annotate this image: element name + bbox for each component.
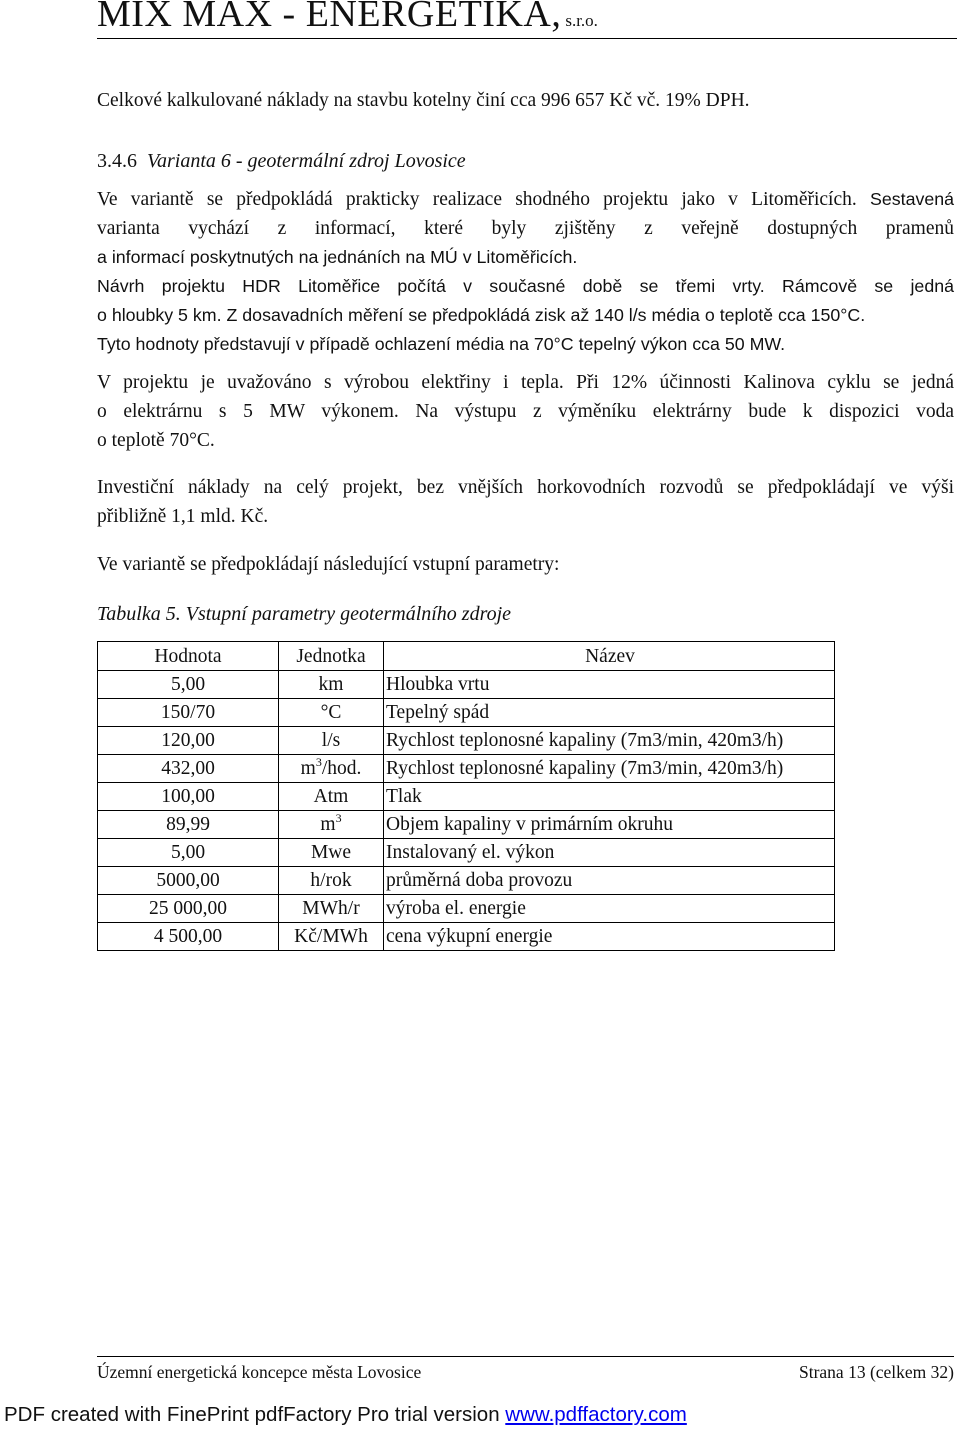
table-header-row	[98, 642, 835, 671]
cell-unit	[279, 895, 384, 923]
paragraph-line	[97, 272, 954, 301]
unit-text: l/s	[321, 730, 341, 751]
cell-unit	[279, 867, 384, 895]
cell-name: Objem kapaliny v primárním okruhu	[384, 811, 835, 839]
table-row	[98, 895, 835, 923]
paragraph-line: a informací poskytnutých na jednáních na MÚ v Litoměřicích.	[97, 247, 578, 267]
cell-unit	[279, 783, 384, 811]
cell-unit	[279, 839, 384, 867]
text-span: Rámcově se jedná	[782, 276, 954, 296]
section-title: Varianta 6 - geotermální zdroj Lovosice	[147, 150, 466, 172]
unit-superscript: 3	[315, 755, 322, 769]
pdffactory-link[interactable]: www.pdffactory.com	[505, 1403, 687, 1426]
cell-value: 25 000,00	[98, 895, 279, 923]
table-row	[98, 867, 835, 895]
paragraph-parameters-intro	[97, 550, 954, 579]
intro-paragraph	[97, 86, 954, 115]
parameters-table	[97, 641, 835, 951]
cell-unit	[279, 727, 384, 755]
paragraph-line: o elektrárnu s 5 MW výkonem. Na výstupu z výměníku elektrárny bude k dispozici voda	[97, 401, 954, 422]
pdf-banner-text: PDF created with FinePrint pdfFactory Pro trial version	[4, 1403, 506, 1426]
cell-name: Tepelný spád	[384, 699, 835, 727]
paragraph-line: přibližně 1,1 mld. Kč.	[97, 506, 269, 527]
cell-value: 5,00	[98, 671, 279, 699]
cell-unit	[279, 811, 384, 839]
cell-value: 150/70	[98, 699, 279, 727]
paragraph-line	[97, 301, 954, 330]
paragraph-line: V projektu je uvažováno s výrobou elektřiny i tepla. Při 12% účinnosti Kalinova cyklu se jedná	[97, 372, 954, 393]
cell-name: Rychlost teplonosné kapaliny (7m3/min, 420m3/h)	[384, 755, 835, 783]
table-row	[98, 727, 835, 755]
cell-name: Hloubka vrtu	[384, 671, 835, 699]
company-name: MIX MAX - ENERGETIKA,	[97, 0, 562, 35]
pdf-creator-banner	[4, 1403, 687, 1427]
company-suffix: s.r.o.	[565, 11, 598, 30]
cell-name: průměrná doba provozu	[384, 867, 835, 895]
footer-page-number: Strana 13 (celkem 32)	[798, 1362, 954, 1382]
text-span: Návrh projektu HDR Litoměřice počítá v současné době se třemi vrty.	[97, 276, 765, 296]
table-row	[98, 811, 835, 839]
cell-name: cena výkupní energie	[384, 923, 835, 951]
column-header-unit: Jednotka	[279, 642, 384, 671]
section-heading	[97, 150, 466, 173]
unit-superscript: 3	[335, 811, 342, 825]
document-header	[97, 0, 957, 39]
cell-unit	[279, 755, 384, 783]
table-row	[98, 839, 835, 867]
cell-value: 120,00	[98, 727, 279, 755]
cell-unit	[279, 923, 384, 951]
cell-name: Tlak	[384, 783, 835, 811]
unit-text: Atm	[313, 786, 349, 807]
intro-text: Celkové kalkulované náklady na stavbu kotelny činí cca 996 657 Kč vč. 19% DPH.	[97, 90, 750, 111]
cell-value: 4 500,00	[98, 923, 279, 951]
paragraph-line	[97, 185, 954, 214]
paragraph-power-plant	[97, 368, 954, 455]
column-header-name: Název	[384, 642, 835, 671]
cell-name: Instalovaný el. výkon	[384, 839, 835, 867]
table-caption: Tabulka 5. Vstupní parametry geotermálního zdroje	[97, 603, 512, 625]
unit-text: °C	[320, 702, 342, 723]
paragraph-line: Tyto hodnoty představují v případě ochlazení média na 70°C tepelný výkon cca 50 MW.	[97, 334, 786, 354]
table-row	[98, 923, 835, 951]
paragraph-variant-description	[97, 185, 954, 359]
cell-value: 89,99	[98, 811, 279, 839]
unit-text: MWh/r	[302, 898, 360, 919]
footer-document-title: Územní energetická koncepce města Lovosice	[97, 1362, 422, 1382]
text-span: Sestavená	[869, 189, 955, 209]
column-header-value: Hodnota	[98, 642, 279, 671]
text-span: Ve variantě se předpokládá prakticky realizace shodného projektu jako v Litoměřicích.	[97, 189, 857, 210]
table-row	[98, 699, 835, 727]
paragraph-line: Investiční náklady na celý projekt, bez vnějších horkovodních rozvodů se předpokládají ve výši	[97, 477, 954, 498]
unit-text: m	[320, 814, 336, 835]
cell-name: Rychlost teplonosné kapaliny (7m3/min, 420m3/h)	[384, 727, 835, 755]
cell-value: 432,00	[98, 755, 279, 783]
cell-value: 5000,00	[98, 867, 279, 895]
unit-text: Kč/MWh	[294, 926, 368, 947]
cell-value: 5,00	[98, 839, 279, 867]
unit-suffix: /hod.	[321, 758, 362, 779]
text-span: o hloubky 5 km.	[97, 305, 222, 325]
section-number: 3.4.6	[97, 150, 137, 172]
unit-text: m	[300, 758, 316, 779]
cell-unit	[279, 699, 384, 727]
paragraph-line: varianta vychází z informací, které byly zjištěny z veřejně dostupných pramenů	[97, 218, 954, 239]
paragraph-line: o teplotě 70°C.	[97, 430, 215, 451]
paragraph-investment	[97, 473, 954, 531]
text-span: Z dosavadních měření se předpokládá zisk až 140 l/s média o teplotě cca 150°C.	[226, 305, 866, 325]
page-footer	[97, 1356, 954, 1385]
table-row	[98, 783, 835, 811]
paragraph-line: Ve variantě se předpokládají následující vstupní parametry:	[97, 554, 560, 575]
cell-name: výroba el. energie	[384, 895, 835, 923]
table-body	[98, 671, 835, 951]
cell-value: 100,00	[98, 783, 279, 811]
unit-text: h/rok	[310, 870, 352, 891]
unit-text: km	[318, 674, 344, 695]
unit-text: Mwe	[310, 842, 352, 863]
table-row	[98, 671, 835, 699]
cell-unit	[279, 671, 384, 699]
table-row	[98, 755, 835, 783]
